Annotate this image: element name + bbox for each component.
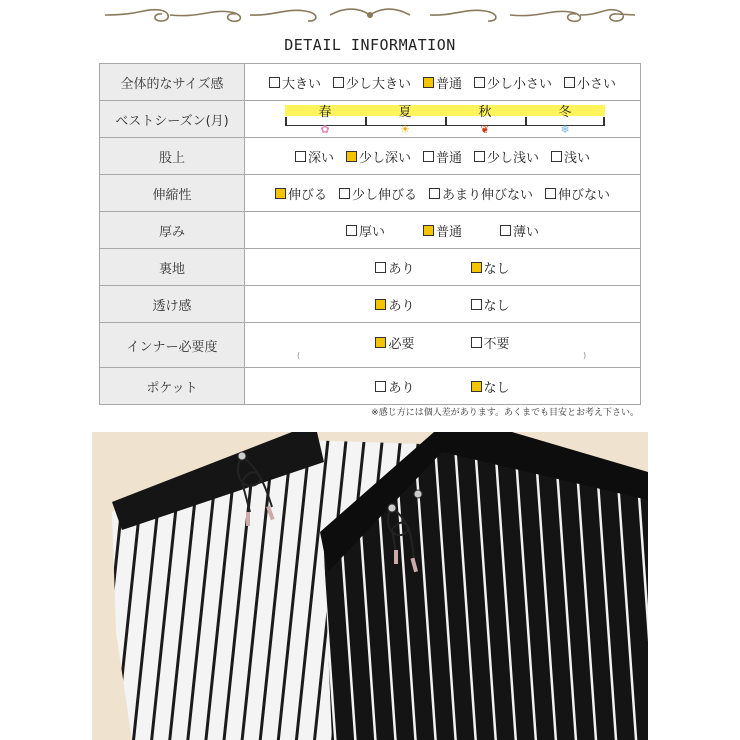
- option-sheer-no: なし: [471, 295, 510, 314]
- row-label-rise: 股上: [100, 138, 245, 175]
- season-autumn: 秋: [478, 105, 492, 120]
- season-spring: 春: [318, 105, 332, 120]
- option-size-normal: 普通: [423, 73, 462, 92]
- option-thin: 薄い: [500, 221, 539, 240]
- option-lining-yes: あり: [375, 258, 414, 277]
- lining-options: [245, 258, 640, 277]
- checkbox-icon: [339, 188, 350, 199]
- inner-options: [245, 333, 640, 352]
- checkbox-checked-icon: [423, 77, 434, 88]
- sheerness-options: [245, 295, 640, 314]
- option-stretch-yes: 伸びる: [275, 184, 327, 203]
- checkbox-icon: [551, 151, 562, 162]
- header-ornament: [100, 4, 640, 26]
- option-sheer-yes: あり: [375, 295, 414, 314]
- checkbox-icon: [474, 151, 485, 162]
- checkbox-icon: [333, 77, 344, 88]
- option-size-slightly-small: 少し小さい: [474, 73, 552, 92]
- row-label-season: ベストシーズン(月): [100, 101, 245, 138]
- rise-options: [245, 147, 640, 166]
- checkbox-checked-icon: [346, 151, 357, 162]
- option-rise-deep: 深い: [295, 147, 334, 166]
- table-row: [100, 138, 641, 175]
- checkbox-checked-icon: [471, 262, 482, 273]
- season-summer: 夏: [398, 105, 412, 120]
- option-stretch-slightly: 少し伸びる: [339, 184, 417, 203]
- maple-leaf-icon: ❦: [480, 123, 490, 136]
- row-label-size: 全体的なサイズ感: [100, 64, 245, 101]
- checkbox-icon: [375, 262, 386, 273]
- checkbox-icon: [375, 381, 386, 392]
- option-rise-normal: 普通: [423, 147, 462, 166]
- table-row: [100, 101, 641, 138]
- table-row: [100, 286, 641, 323]
- scale-mark-right: ): [583, 351, 587, 360]
- checkbox-icon: [423, 151, 434, 162]
- row-label-inner: インナー必要度: [100, 323, 245, 368]
- row-label-lining: 裏地: [100, 249, 245, 286]
- page-title: DETAIL INFORMATION: [284, 36, 456, 54]
- option-size-slightly-large: 少し大きい: [333, 73, 411, 92]
- option-inner-needed: 必要: [375, 333, 414, 352]
- checkbox-checked-icon: [375, 337, 386, 348]
- option-pocket-no: なし: [471, 377, 510, 396]
- option-stretch-no: 伸びない: [545, 184, 610, 203]
- option-thickness-normal: 普通: [423, 221, 462, 240]
- option-size-large: 大きい: [269, 73, 321, 92]
- row-label-sheerness: 透け感: [100, 286, 245, 323]
- checkbox-icon: [474, 77, 485, 88]
- checkbox-icon: [269, 77, 280, 88]
- snowflake-icon: ❄: [560, 123, 570, 136]
- scale-mark-left: (: [297, 351, 301, 360]
- option-pocket-yes: あり: [375, 377, 414, 396]
- pocket-options: [245, 377, 640, 396]
- checkbox-icon: [500, 225, 511, 236]
- table-row: [100, 249, 641, 286]
- flower-icon: ✿: [320, 123, 330, 136]
- sun-icon: ☀: [400, 123, 410, 136]
- season-winter: 冬: [558, 105, 572, 120]
- row-label-stretch: 伸縮性: [100, 175, 245, 212]
- checkbox-checked-icon: [275, 188, 286, 199]
- detail-table: [99, 63, 641, 405]
- product-photo: [92, 432, 648, 740]
- row-label-pocket: ポケット: [100, 368, 245, 405]
- row-label-thickness: 厚み: [100, 212, 245, 249]
- checkbox-icon: [471, 337, 482, 348]
- table-row: [100, 368, 641, 405]
- checkbox-icon: [471, 299, 482, 310]
- checkbox-icon: [429, 188, 440, 199]
- checkbox-icon: [346, 225, 357, 236]
- option-inner-unneeded: 不要: [471, 333, 510, 352]
- checkbox-icon: [545, 188, 556, 199]
- option-rise-shallow: 浅い: [551, 147, 590, 166]
- season-chart: [245, 101, 641, 138]
- table-row: [100, 175, 641, 212]
- option-size-small: 小さい: [564, 73, 616, 92]
- option-lining-no: なし: [471, 258, 510, 277]
- checkbox-checked-icon: [423, 225, 434, 236]
- thickness-options: [245, 221, 640, 240]
- option-rise-slightly-deep: 少し深い: [346, 147, 411, 166]
- checkbox-checked-icon: [471, 381, 482, 392]
- size-options: [245, 73, 640, 92]
- checkbox-checked-icon: [375, 299, 386, 310]
- table-row: [100, 212, 641, 249]
- checkbox-icon: [564, 77, 575, 88]
- disclaimer-note: ※感じ方には個人差があります。あくまでも目安とお考え下さい。: [371, 408, 639, 418]
- checkbox-icon: [295, 151, 306, 162]
- option-stretch-little: あまり伸びない: [429, 184, 533, 203]
- stretch-options: [245, 184, 640, 203]
- option-rise-slightly-shallow: 少し浅い: [474, 147, 539, 166]
- table-row: [100, 64, 641, 101]
- option-thick: 厚い: [346, 221, 385, 240]
- table-row: [100, 323, 641, 368]
